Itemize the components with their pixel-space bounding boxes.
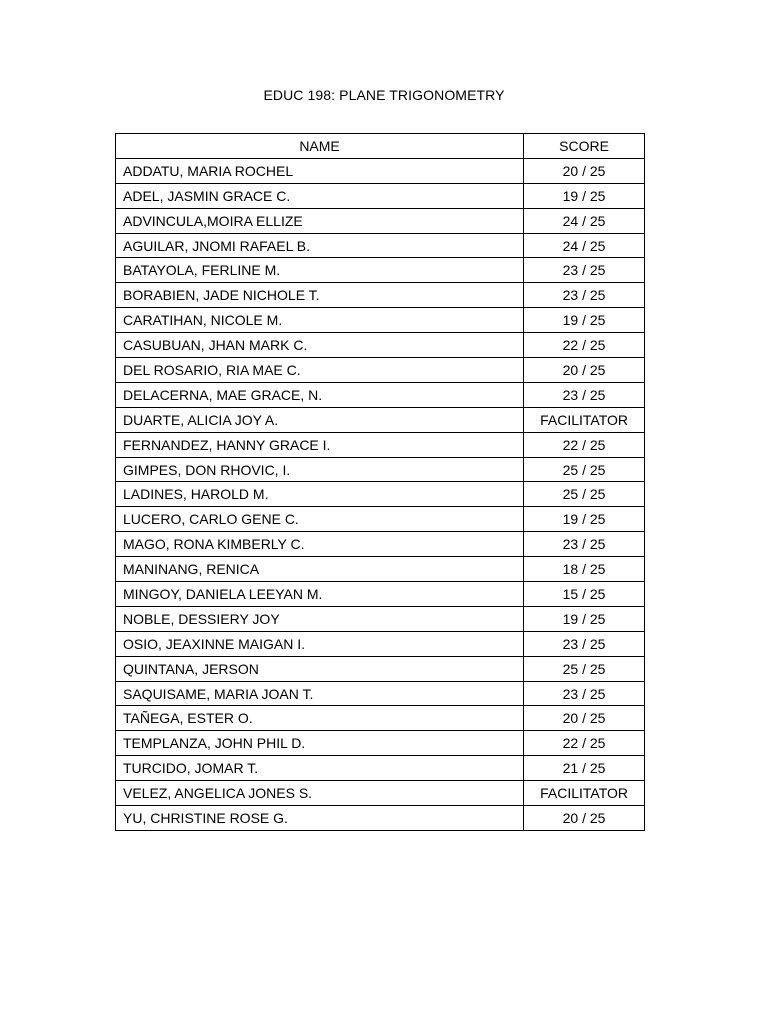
student-name-cell: SAQUISAME, MARIA JOAN T. xyxy=(116,681,524,706)
score-cell: 20 / 25 xyxy=(524,806,645,831)
student-name-cell: TURCIDO, JOMAR T. xyxy=(116,756,524,781)
student-name-cell: CARATIHAN, NICOLE M. xyxy=(116,308,524,333)
table-row xyxy=(116,308,645,333)
score-cell: 19 / 25 xyxy=(524,507,645,532)
table-row xyxy=(116,681,645,706)
score-cell: 25 / 25 xyxy=(524,656,645,681)
table-row xyxy=(116,208,645,233)
table-row xyxy=(116,183,645,208)
score-table xyxy=(115,133,645,831)
table-row xyxy=(116,482,645,507)
score-cell: 24 / 25 xyxy=(524,208,645,233)
student-name-cell: TEMPLANZA, JOHN PHIL D. xyxy=(116,731,524,756)
student-name-cell: FERNANDEZ, HANNY GRACE I. xyxy=(116,432,524,457)
table-row xyxy=(116,258,645,283)
table-row xyxy=(116,706,645,731)
score-cell: 15 / 25 xyxy=(524,582,645,607)
table-row xyxy=(116,631,645,656)
student-name-cell: QUINTANA, JERSON xyxy=(116,656,524,681)
table-body xyxy=(116,158,645,830)
student-name-cell: DELACERNA, MAE GRACE, N. xyxy=(116,382,524,407)
score-cell: 21 / 25 xyxy=(524,756,645,781)
score-cell: 22 / 25 xyxy=(524,731,645,756)
score-cell: 23 / 25 xyxy=(524,283,645,308)
score-cell: 23 / 25 xyxy=(524,382,645,407)
student-name-cell: CASUBUAN, JHAN MARK C. xyxy=(116,333,524,358)
student-name-cell: ADVINCULA,MOIRA ELLIZE xyxy=(116,208,524,233)
student-name-cell: LADINES, HAROLD M. xyxy=(116,482,524,507)
score-cell: 22 / 25 xyxy=(524,333,645,358)
score-cell: FACILITATOR xyxy=(524,407,645,432)
student-name-cell: NOBLE, DESSIERY JOY xyxy=(116,606,524,631)
table-row xyxy=(116,233,645,258)
table-row xyxy=(116,507,645,532)
table-row xyxy=(116,432,645,457)
score-cell: 25 / 25 xyxy=(524,457,645,482)
table-row xyxy=(116,582,645,607)
score-cell: 25 / 25 xyxy=(524,482,645,507)
score-cell: 19 / 25 xyxy=(524,308,645,333)
score-cell: 19 / 25 xyxy=(524,606,645,631)
table-row xyxy=(116,532,645,557)
student-name-cell: MINGOY, DANIELA LEEYAN M. xyxy=(116,582,524,607)
student-name-cell: TAÑEGA, ESTER O. xyxy=(116,706,524,731)
score-cell: 20 / 25 xyxy=(524,158,645,183)
student-name-cell: YU, CHRISTINE ROSE G. xyxy=(116,806,524,831)
table-row xyxy=(116,382,645,407)
score-cell: 23 / 25 xyxy=(524,631,645,656)
table-row xyxy=(116,333,645,358)
student-name-cell: GIMPES, DON RHOVIC, I. xyxy=(116,457,524,482)
table-row xyxy=(116,457,645,482)
table-row xyxy=(116,606,645,631)
student-name-cell: BORABIEN, JADE NICHOLE T. xyxy=(116,283,524,308)
table-row xyxy=(116,756,645,781)
student-name-cell: MAGO, RONA KIMBERLY C. xyxy=(116,532,524,557)
score-cell: 23 / 25 xyxy=(524,258,645,283)
table-row xyxy=(116,806,645,831)
table-row xyxy=(116,731,645,756)
document-title: EDUC 198: PLANE TRIGONOMETRY xyxy=(263,87,505,103)
table-header-row xyxy=(116,134,645,159)
score-cell: 22 / 25 xyxy=(524,432,645,457)
score-column-header: SCORE xyxy=(524,134,645,159)
score-cell: 23 / 25 xyxy=(524,681,645,706)
score-cell: 24 / 25 xyxy=(524,233,645,258)
name-column-header: NAME xyxy=(116,134,524,159)
table-row xyxy=(116,557,645,582)
student-name-cell: OSIO, JEAXINNE MAIGAN I. xyxy=(116,631,524,656)
table-row xyxy=(116,656,645,681)
student-name-cell: ADEL, JASMIN GRACE C. xyxy=(116,183,524,208)
score-cell: FACILITATOR xyxy=(524,781,645,806)
student-name-cell: AGUILAR, JNOMI RAFAEL B. xyxy=(116,233,524,258)
table-row xyxy=(116,158,645,183)
student-name-cell: LUCERO, CARLO GENE C. xyxy=(116,507,524,532)
table-row xyxy=(116,407,645,432)
student-name-cell: ADDATU, MARIA ROCHEL xyxy=(116,158,524,183)
score-cell: 18 / 25 xyxy=(524,557,645,582)
student-name-cell: MANINANG, RENICA xyxy=(116,557,524,582)
table-row xyxy=(116,781,645,806)
student-name-cell: DEL ROSARIO, RIA MAE C. xyxy=(116,358,524,383)
table-row xyxy=(116,283,645,308)
score-cell: 20 / 25 xyxy=(524,358,645,383)
score-cell: 19 / 25 xyxy=(524,183,645,208)
score-cell: 23 / 25 xyxy=(524,532,645,557)
score-cell: 20 / 25 xyxy=(524,706,645,731)
student-name-cell: BATAYOLA, FERLINE M. xyxy=(116,258,524,283)
student-name-cell: DUARTE, ALICIA JOY A. xyxy=(116,407,524,432)
table-row xyxy=(116,358,645,383)
student-name-cell: VELEZ, ANGELICA JONES S. xyxy=(116,781,524,806)
